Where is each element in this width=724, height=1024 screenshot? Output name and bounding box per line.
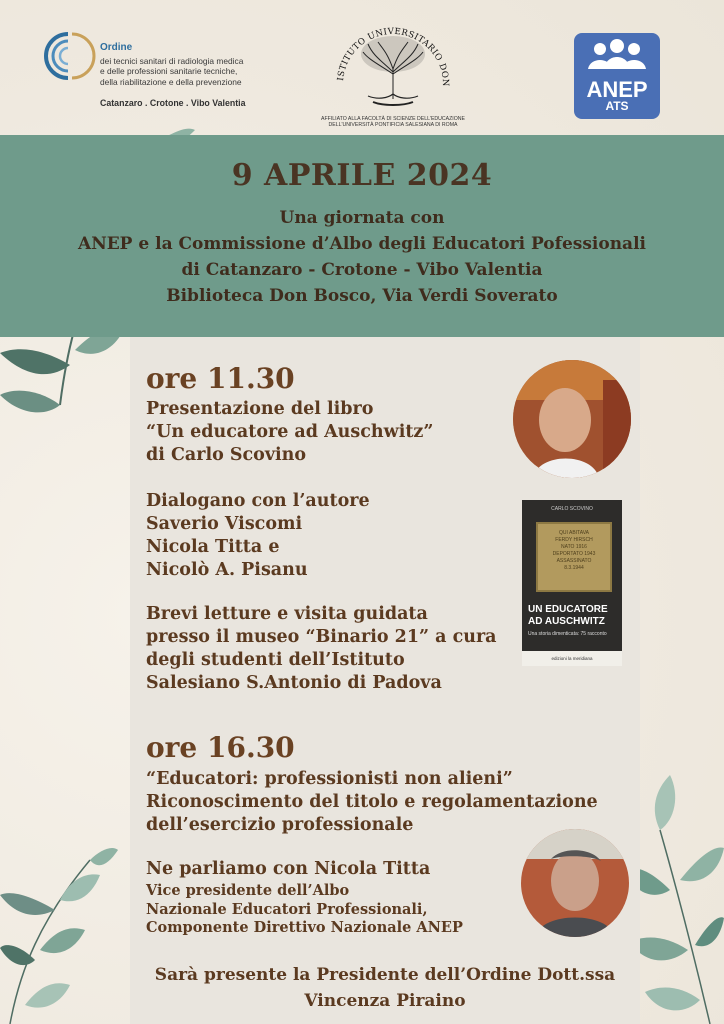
text-line: “Un educatore ad Auschwitz” bbox=[146, 422, 434, 442]
book-publisher: edizioni la meridiana bbox=[522, 651, 622, 666]
afternoon-topic bbox=[146, 768, 598, 837]
morning-discussants bbox=[146, 490, 370, 582]
book-stolperstein bbox=[536, 522, 612, 592]
morning-presentation bbox=[146, 398, 433, 467]
morning-readings bbox=[146, 603, 497, 695]
banner-line-2: ANEP e la Commissione d’Albo degli Educatori Pofessionali bbox=[78, 234, 646, 254]
istituto-caption bbox=[318, 116, 468, 128]
ordine-city: Catanzaro . Crotone . Vibo Valentia bbox=[100, 98, 246, 108]
text-line: Componente Direttivo Nazionale ANEP bbox=[146, 919, 463, 936]
closing-line-1: Sarà presente la Presidente dell’Ordine Dott.ssa bbox=[154, 965, 616, 985]
speaker-photo bbox=[521, 829, 629, 937]
istituto-tree-seal-icon bbox=[318, 14, 468, 114]
banner-line-3: di Catanzaro - Crotone - Vibo Valentia bbox=[181, 260, 543, 280]
ordine-title: Ordine bbox=[100, 42, 133, 53]
plate-line: 8.3.1944 bbox=[564, 565, 584, 571]
plate-line: QUI ABITAVA bbox=[558, 530, 589, 536]
afternoon-speaker-role bbox=[146, 882, 463, 938]
text-line: dell’esercizio professionale bbox=[146, 815, 414, 835]
text-line: presso il museo “Binario 21” a cura bbox=[146, 627, 497, 647]
ordine-logo bbox=[40, 26, 270, 106]
text-line: Dialogano con l’autore bbox=[146, 491, 370, 511]
plate-line: FERDY HIRSCH bbox=[555, 537, 593, 543]
speaker-portrait-icon bbox=[521, 829, 629, 937]
istituto-arc-text: ISTITUTO UNIVERSITARIO DON bbox=[336, 26, 451, 87]
morning-time: ore 11.30 bbox=[146, 362, 295, 395]
plate-line: DEPORTATO 1943 bbox=[552, 551, 596, 557]
plate-line: NATO 1916 bbox=[561, 544, 587, 550]
text-line: degli studenti dell’Istituto bbox=[146, 650, 405, 670]
istituto-caption-line: DELL'UNIVERSITÀ PONTIFICIA SALESIANA DI ROMA bbox=[328, 122, 458, 129]
text-line: Nicola Titta e bbox=[146, 537, 280, 557]
banner-line-1: Una giornata con bbox=[279, 208, 445, 228]
istituto-caption-line: AFFILIATO ALLA FACOLTÀ DI SCIENZE DELL'EDUCAZIONE bbox=[321, 116, 465, 122]
anep-sub: ATS bbox=[605, 99, 629, 113]
text-line: Nazionale Educatori Professionali, bbox=[146, 900, 428, 918]
text-line: Riconoscimento del titolo e regolamentazione bbox=[146, 792, 598, 812]
closing-line-2: Vincenza Piraino bbox=[304, 991, 466, 1011]
book-cover bbox=[522, 500, 622, 666]
author-portrait-icon bbox=[513, 360, 631, 478]
text-line: Brevi letture e visita guidata bbox=[146, 604, 428, 624]
text-line: Vice presidente dell’Albo bbox=[146, 882, 350, 899]
istituto-logo bbox=[318, 14, 468, 130]
anep-people-icon bbox=[574, 33, 660, 79]
plate-line: ASSASSINATO bbox=[556, 558, 592, 564]
event-date: 9 APRILE 2024 bbox=[231, 158, 493, 193]
text-line: Nicolò A. Pisanu bbox=[146, 560, 308, 580]
banner-line-4: Biblioteca Don Bosco, Via Verdi Soverato bbox=[166, 286, 558, 306]
author-photo bbox=[513, 360, 631, 478]
text-line: Saverio Viscomi bbox=[146, 514, 303, 534]
leaf-decoration-bottom-left-icon bbox=[0, 820, 120, 1024]
book-author: CARLO SCOVINO bbox=[551, 506, 593, 512]
text-line: di Carlo Scovino bbox=[146, 445, 307, 465]
text-line: Presentazione del libro bbox=[146, 399, 374, 419]
text-line: “Educatori: professionisti non alieni” bbox=[146, 769, 513, 789]
book-subtitle: Una storia dimenticata: 75 racconto bbox=[528, 631, 607, 637]
afternoon-time: ore 16.30 bbox=[146, 731, 295, 764]
afternoon-speaker-name: Ne parliamo con Nicola Titta bbox=[146, 859, 431, 879]
ordine-description bbox=[100, 56, 280, 87]
ordine-emblem-icon bbox=[40, 26, 96, 86]
anep-name: ANEP bbox=[586, 77, 648, 102]
ordine-line: della riabilitazione e della prevenzione bbox=[100, 76, 242, 87]
anep-logo bbox=[574, 33, 660, 119]
book-title: UN EDUCATORE AD AUSCHWITZ bbox=[528, 604, 608, 627]
ordine-line: e delle professioni sanitarie tecniche, bbox=[100, 66, 238, 77]
ordine-line: dei tecnici sanitari di radiologia medica bbox=[100, 56, 244, 66]
text-line: Salesiano S.Antonio di Padova bbox=[146, 673, 442, 693]
